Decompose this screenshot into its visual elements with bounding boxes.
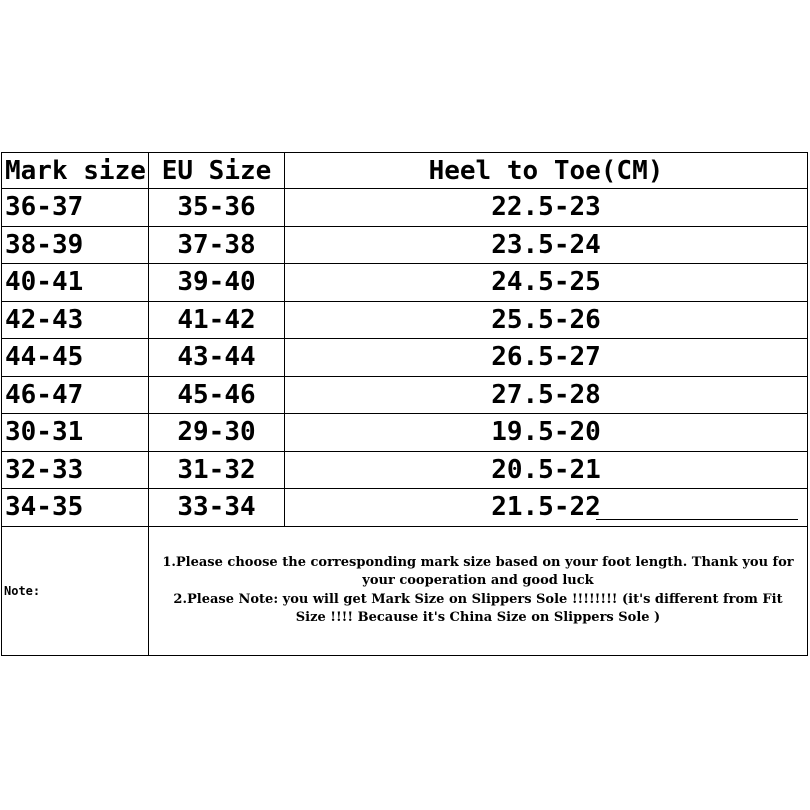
table-row [2,264,808,302]
header-heel-to-toe: Heel to Toe(CM) [285,153,808,189]
cell-heel-to-toe: 24.5-25 [285,264,808,302]
cell-mark-size: 34-35 [2,489,149,527]
size-chart-table [1,152,808,656]
cell-eu-size: 35-36 [149,189,285,227]
cell-mark-size: 46-47 [2,376,149,414]
cell-eu-size: 39-40 [149,264,285,302]
cell-eu-size: 43-44 [149,339,285,377]
cell-eu-size: 41-42 [149,301,285,339]
note-line-1: 1.Please choose the corresponding mark size based on your foot length. Thank you for your cooperation and good luck [162,554,794,588]
cell-mark-size: 42-43 [2,301,149,339]
cell-heel-to-toe: 23.5-24 [285,226,808,264]
table-row [2,339,808,377]
header-mark-size: Mark size [2,153,149,189]
note-text [149,526,808,655]
cell-mark-size: 44-45 [2,339,149,377]
header-row [2,153,808,189]
note-label: Note: [2,526,149,655]
cell-mark-size: 40-41 [2,264,149,302]
cell-heel-to-toe: 26.5-27 [285,339,808,377]
table-row [2,301,808,339]
cell-eu-size: 45-46 [149,376,285,414]
cell-heel-to-toe: 22.5-23 [285,189,808,227]
cell-mark-size: 36-37 [2,189,149,227]
cell-eu-size: 37-38 [149,226,285,264]
cell-heel-to-toe: 21.5-22 [285,489,808,527]
cell-eu-size: 31-32 [149,451,285,489]
cell-heel-to-toe: 20.5-21 [285,451,808,489]
decorative-underline [596,519,798,520]
table-row [2,489,808,527]
cell-mark-size: 38-39 [2,226,149,264]
cell-eu-size: 29-30 [149,414,285,452]
cell-heel-to-toe: 19.5-20 [285,414,808,452]
cell-eu-size: 33-34 [149,489,285,527]
note-row [2,526,808,655]
table-row [2,189,808,227]
table-row [2,414,808,452]
table-row [2,226,808,264]
cell-mark-size: 32-33 [2,451,149,489]
cell-mark-size: 30-31 [2,414,149,452]
cell-heel-to-toe: 25.5-26 [285,301,808,339]
table-row [2,376,808,414]
table-row [2,451,808,489]
cell-heel-to-toe: 27.5-28 [285,376,808,414]
header-eu-size: EU Size [149,153,285,189]
note-line-2: 2.Please Note: you will get Mark Size on Slippers Sole !!!!!!!! (it's different from Fit Size !!!! Because it's China Size on Slippers Sole ) [173,591,783,625]
